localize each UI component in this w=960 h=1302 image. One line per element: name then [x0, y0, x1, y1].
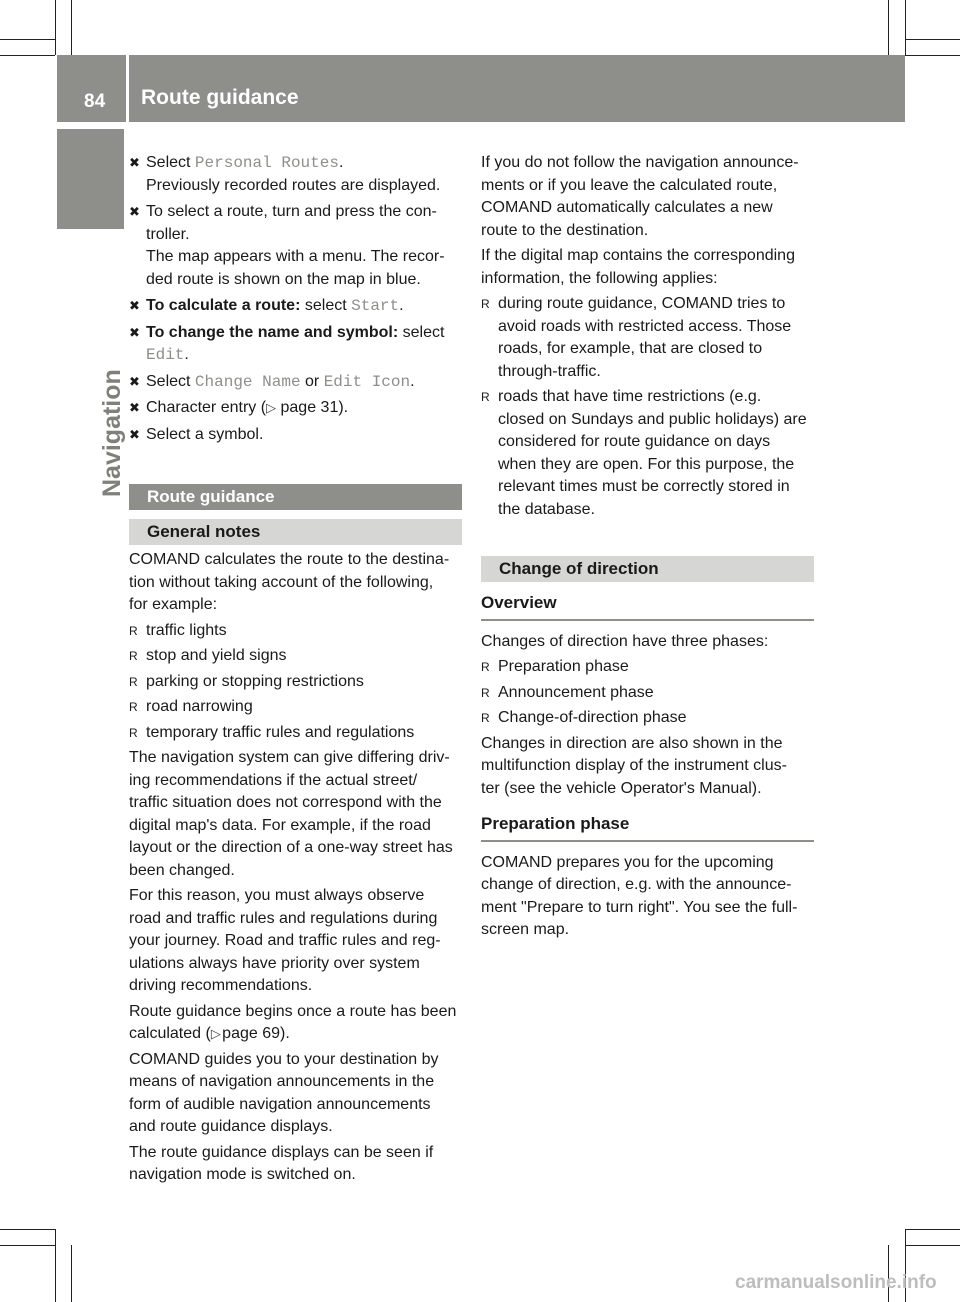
menu-item-edit-icon: Edit Icon — [323, 372, 411, 391]
page-ref-icon: ▷ — [266, 400, 277, 415]
page-title: Route guidance — [141, 86, 299, 109]
bullet-icon: R — [481, 297, 490, 311]
step: ✖ Select Change Name or Edit Icon. — [129, 371, 462, 394]
arrow-icon: ✖ — [129, 204, 140, 219]
bullet-icon: R — [129, 623, 138, 638]
arrow-icon: ✖ — [129, 155, 140, 170]
arrow-icon: ✖ — [129, 400, 140, 415]
paragraph: COMAND calculates the route to the destina- tion without taking account of the following, for example: — [129, 551, 450, 613]
arrow-icon: ✖ — [129, 324, 140, 340]
list-item: R parking or stopping restrictions — [129, 671, 462, 694]
page-number: 84 — [84, 91, 106, 112]
list-item: R Preparation phase — [481, 656, 814, 679]
paragraph: If the digital map contains the corresponding information, the following applies: — [481, 247, 795, 287]
page-ref-icon: ▷ — [210, 1026, 221, 1041]
subsection-heading: Change of direction — [481, 556, 814, 582]
paragraph: The route guidance displays can be seen if navigation mode is switched on. — [129, 1143, 434, 1183]
step: ✖ To change the name and symbol: select Edit. — [129, 323, 445, 364]
crop-mark — [905, 55, 960, 56]
section-heading: Route guidance — [129, 484, 462, 510]
step: ✖ To calculate a route: select Start. — [129, 295, 462, 318]
step: ✖ Select Personal Routes. Previously recorded routes are displayed. — [129, 154, 441, 194]
left-column — [129, 152, 462, 1190]
bullet-icon: R — [481, 711, 490, 725]
subsection-heading: General notes — [129, 519, 462, 545]
header-divider — [126, 55, 129, 122]
arrow-icon: ✖ — [129, 426, 140, 442]
crop-mark — [0, 1229, 55, 1230]
bullet-icon: R — [481, 660, 490, 674]
crop-mark — [905, 1245, 960, 1246]
list-item: R traffic lights — [129, 620, 462, 643]
crop-mark — [0, 1245, 55, 1246]
crop-mark — [905, 1229, 960, 1230]
crop-mark — [905, 0, 906, 55]
menu-item-change-name: Change Name — [194, 372, 301, 391]
paragraph: Changes in direction are also shown in the multifunction display of the instrument clus- ter (see the vehicle Operator's Manual). — [481, 734, 787, 797]
crop-mark — [0, 39, 55, 40]
paragraph: COMAND prepares you for the upcoming change of direction, e.g. with the announce- ment "Prepare to turn right". You see the full- screen map. — [481, 853, 798, 938]
paragraph: COMAND guides you to your destination by means of navigation announcements in the form of audible navigation announcements and route guidance displays. — [129, 1050, 439, 1135]
menu-item-personal-routes: Personal Routes — [194, 154, 339, 172]
menu-item-start: Start — [351, 297, 400, 315]
right-column — [481, 152, 814, 945]
heading: Overview — [481, 592, 814, 621]
bullet-icon: R — [481, 685, 490, 700]
arrow-icon: ✖ — [129, 373, 140, 389]
list-item: R Change-of-direction phase — [481, 707, 814, 730]
paragraph: The navigation system can give differing driv- ing recommendations if the actual street/ traffic situation does not correspond with the digital map's data. For example, if the road layout or the direction of a one-way street has been changed. — [129, 749, 453, 879]
list-item: R roads that have time restrictions (e.g. closed on Sundays and public holidays) are considered for route guidance on days when they are open. For this purpose, the relevant times must be correctly stored in the database. — [481, 388, 807, 518]
crop-mark — [55, 0, 56, 55]
crop-mark — [888, 0, 889, 55]
bullet-icon: R — [129, 649, 138, 663]
step: ✖ To select a route, turn and press the con- troller. The map appears with a menu. The recor- ded route is shown on the map in blue. — [129, 203, 445, 288]
bullet-icon: R — [129, 725, 138, 740]
crop-mark — [0, 55, 55, 56]
paragraph: Changes of direction have three phases: — [481, 632, 769, 650]
arrow-icon: ✖ — [129, 298, 140, 313]
menu-item-edit: Edit — [146, 346, 185, 364]
list-item: R stop and yield signs — [129, 645, 462, 668]
bullet-icon: R — [129, 700, 138, 714]
crop-mark — [55, 1229, 56, 1302]
bullet-icon: R — [129, 674, 138, 689]
list-item: R temporary traffic rules and regulations — [129, 722, 462, 745]
watermark: carmanualsonline.info — [735, 1272, 937, 1293]
crop-mark — [71, 1245, 72, 1302]
step: ✖ Character entry (▷ page 31). — [129, 397, 462, 420]
crop-mark — [905, 39, 960, 40]
heading: Preparation phase — [481, 813, 814, 842]
bullet-icon: R — [481, 390, 490, 404]
side-tab-label: Navigation — [98, 369, 126, 497]
crop-mark — [71, 0, 72, 55]
list-item: R during route guidance, COMAND tries to avoid roads with restricted access. Those roads, for example, that are closed to through-traffic. — [481, 295, 792, 380]
paragraph: Route guidance begins once a route has been calculated (▷ page 69). — [129, 1002, 457, 1042]
paragraph: For this reason, you must always observe road and traffic rules and regulations during your journey. Road and traffic rules and reg- ulations always have priority over system driving recommendations. — [129, 887, 441, 994]
step: ✖ Select a symbol. — [129, 424, 462, 447]
paragraph: If you do not follow the navigation announce- ments or if you leave the calculated route, COMAND automatically calculates a new route to the destination. — [481, 154, 799, 239]
side-tab — [57, 129, 124, 229]
list-item: R road narrowing — [129, 696, 462, 719]
list-item: R Announcement phase — [481, 682, 814, 705]
